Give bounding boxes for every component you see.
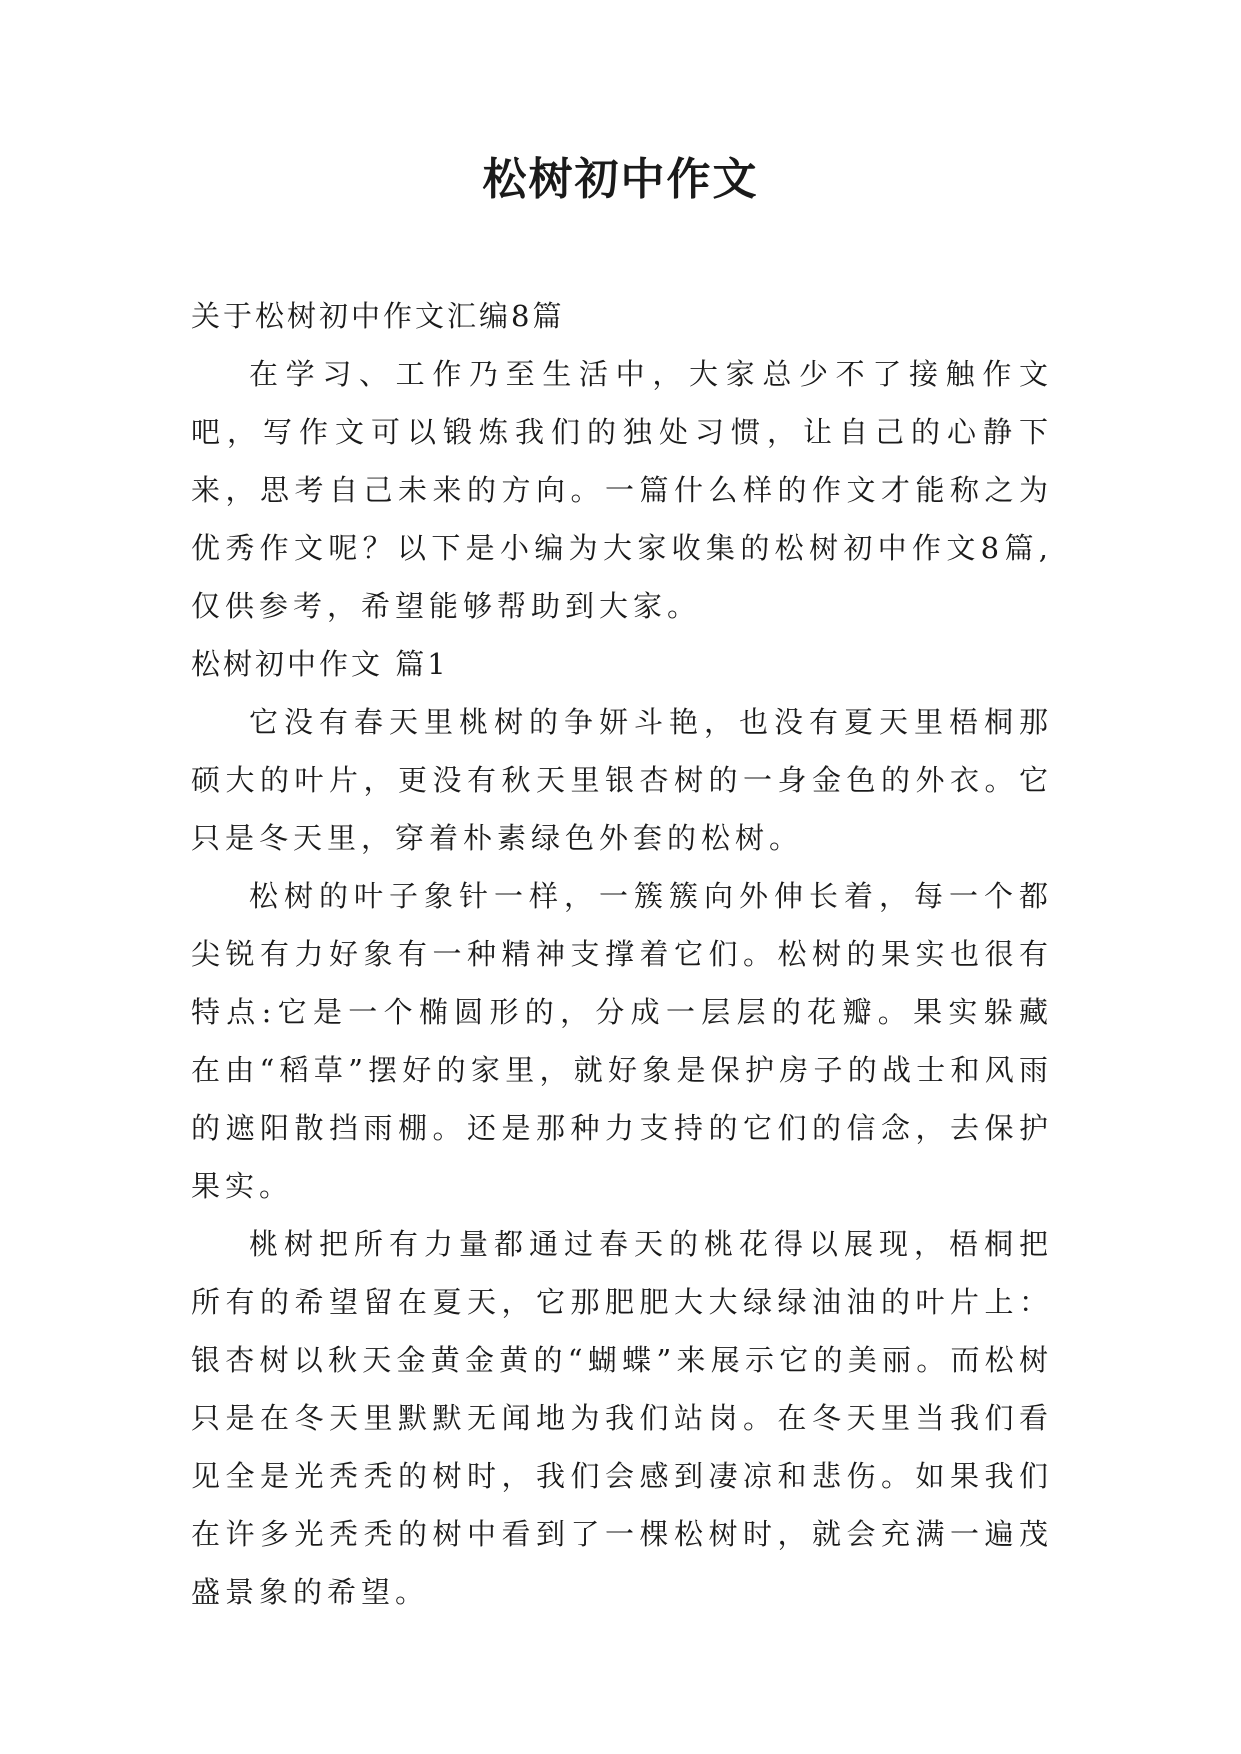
- document-body: [191, 287, 1053, 1621]
- intro-paragraph: 在学习、工作乃至生活中，大家总少不了接触作文吧，写作文可以锻炼我们的独处习惯，让自己的心静下来，思考自己未来的方向。一篇什么样的作文才能称之为优秀作文呢？以下是小编为大家收集的松树初中作文8篇,仅供参考，希望能够帮助到大家。: [191, 357, 1053, 623]
- section-paragraph: 松树的叶子象针一样，一簇簇向外伸长着，每一个都尖锐有力好象有一种精神支撑着它们。松树的果实也很有特点:它是一个椭圆形的，分成一层层的花瓣。果实躲藏在由“稻草”摆好的家里，就好象是保护房子的战士和风雨的遮阳散挡雨棚。还是那种力支持的它们的信念，去保护果实。: [191, 879, 1053, 1203]
- section-heading: 松树初中作文 篇1: [191, 647, 449, 681]
- section-paragraph: 它没有春天里桃树的争妍斗艳，也没有夏天里梧桐那硕大的叶片，更没有秋天里银杏树的一身金色的外衣。它只是冬天里，穿着朴素绿色外套的松树。: [191, 705, 1053, 855]
- document-title: 松树初中作文: [482, 154, 759, 205]
- document-subtitle: 关于松树初中作文汇编8篇: [191, 299, 565, 333]
- section-paragraph: 桃树把所有力量都通过春天的桃花得以展现，梧桐把所有的希望留在夏天，它那肥肥大大绿绿油油的叶片上：银杏树以秋天金黄金黄的“蝴蝶”来展示它的美丽。而松树只是在冬天里默默无闻地为我们站岗。在冬天里当我们看见全是光秃秃的树时，我们会感到凄凉和悲伤。如果我们在许多光秃秃的树中看到了一棵松树时，就会充满一遍茂盛景象的希望。: [191, 1227, 1053, 1609]
